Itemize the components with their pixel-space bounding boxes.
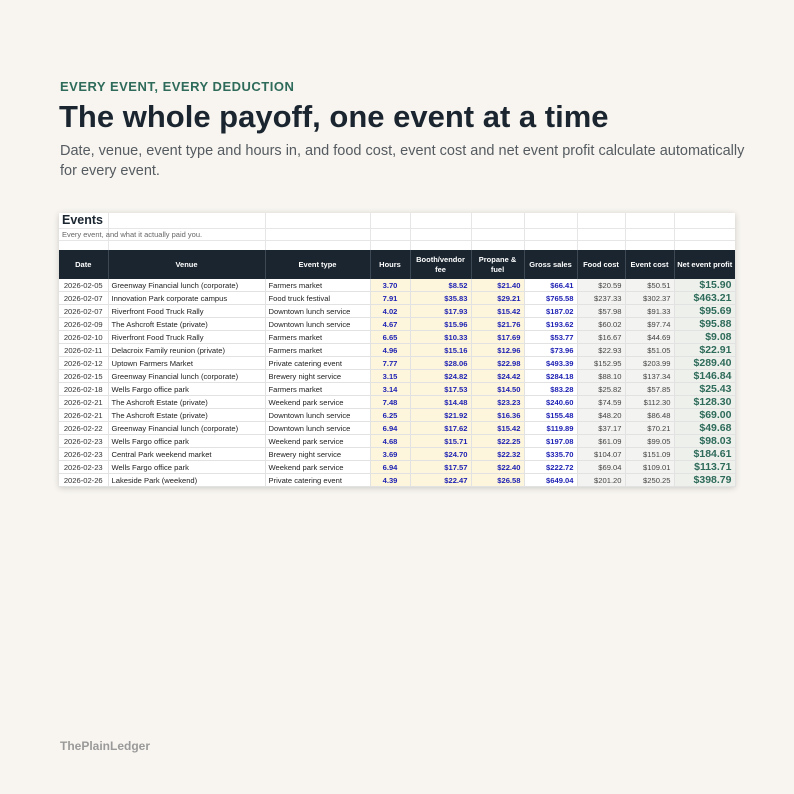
cell-propane-fuel[interactable]: $24.42 [471, 370, 524, 383]
cell-net-profit[interactable]: $9.08 [674, 331, 735, 344]
brand-footer: ThePlainLedger [60, 739, 151, 753]
cell-event-type[interactable]: Downtown lunch service [265, 422, 370, 435]
cell-net-profit[interactable]: $15.90 [674, 279, 735, 292]
cell-event-type[interactable]: Private catering event [265, 474, 370, 487]
cell-food-cost[interactable]: $22.93 [577, 344, 625, 357]
cell-food-cost[interactable]: $74.59 [577, 396, 625, 409]
cell-food-cost[interactable]: $237.33 [577, 292, 625, 305]
cell-date[interactable]: 2026-02-15 [59, 370, 108, 383]
cell-net-profit[interactable]: $113.71 [674, 461, 735, 474]
cell-event-cost[interactable]: $57.85 [625, 383, 674, 396]
cell-booth-fee[interactable]: $24.70 [410, 448, 471, 461]
cell-event-cost[interactable]: $91.33 [625, 305, 674, 318]
cell-gross-sales[interactable]: $765.58 [524, 292, 577, 305]
table-row [59, 474, 735, 487]
table-row [59, 305, 735, 318]
spreadsheet [59, 213, 735, 487]
cell-net-profit[interactable]: $22.91 [674, 344, 735, 357]
cell-gross-sales[interactable]: $284.18 [524, 370, 577, 383]
cell-event-cost[interactable]: $112.30 [625, 396, 674, 409]
cell-booth-fee[interactable]: $28.06 [410, 357, 471, 370]
cell-date[interactable]: 2026-02-11 [59, 344, 108, 357]
cell-event-type[interactable]: Farmers market [265, 383, 370, 396]
cell-event-cost[interactable]: $137.34 [625, 370, 674, 383]
cell-date[interactable]: 2026-02-22 [59, 422, 108, 435]
cell-propane-fuel[interactable]: $26.58 [471, 474, 524, 487]
cell-booth-fee[interactable]: $17.57 [410, 461, 471, 474]
cell-event-type[interactable]: Farmers market [265, 279, 370, 292]
cell-hours[interactable]: 3.70 [370, 279, 410, 292]
cell-net-profit[interactable]: $95.69 [674, 305, 735, 318]
cell-gross-sales[interactable]: $73.96 [524, 344, 577, 357]
cell-propane-fuel[interactable]: $17.69 [471, 331, 524, 344]
cell-hours[interactable]: 7.77 [370, 357, 410, 370]
cell-food-cost[interactable]: $16.67 [577, 331, 625, 344]
cell-net-profit[interactable]: $289.40 [674, 357, 735, 370]
cell-hours[interactable]: 6.65 [370, 331, 410, 344]
cell-net-profit[interactable]: $146.84 [674, 370, 735, 383]
cell-event-type[interactable]: Food truck festival [265, 292, 370, 305]
cell-venue[interactable]: Wells Fargo office park [108, 383, 265, 396]
cell-propane-fuel[interactable]: $22.98 [471, 357, 524, 370]
cell-gross-sales[interactable]: $493.39 [524, 357, 577, 370]
cell-net-profit[interactable]: $25.43 [674, 383, 735, 396]
cell-net-profit[interactable]: $98.03 [674, 435, 735, 448]
table-row [59, 396, 735, 409]
cell-date[interactable]: 2026-02-12 [59, 357, 108, 370]
cell-propane-fuel[interactable]: $29.21 [471, 292, 524, 305]
cell-venue[interactable]: Uptown Farmers Market [108, 357, 265, 370]
cell-propane-fuel[interactable]: $22.32 [471, 448, 524, 461]
cell-venue[interactable]: The Ashcroft Estate (private) [108, 396, 265, 409]
cell-date[interactable]: 2026-02-23 [59, 448, 108, 461]
events-table [59, 250, 736, 487]
cell-event-cost[interactable]: $70.21 [625, 422, 674, 435]
column-header-propane-fuel[interactable]: Propane & fuel [471, 250, 524, 279]
cell-date[interactable]: 2026-02-07 [59, 292, 108, 305]
cell-propane-fuel[interactable]: $22.40 [471, 461, 524, 474]
table-row [59, 357, 735, 370]
cell-hours[interactable]: 4.96 [370, 344, 410, 357]
cell-food-cost[interactable]: $152.95 [577, 357, 625, 370]
cell-event-type[interactable]: Farmers market [265, 331, 370, 344]
table-row [59, 448, 735, 461]
column-header-event-type[interactable]: Event type [265, 250, 370, 279]
cell-booth-fee[interactable]: $8.52 [410, 279, 471, 292]
cell-net-profit[interactable]: $184.61 [674, 448, 735, 461]
cell-food-cost[interactable]: $20.59 [577, 279, 625, 292]
sheet-subtitle: Every event, and what it actually paid you. [62, 230, 203, 239]
table-row [59, 409, 735, 422]
column-header-net-profit[interactable]: Net event profit [674, 250, 735, 279]
cell-event-type[interactable]: Weekend park service [265, 435, 370, 448]
cell-event-type[interactable]: Brewery night service [265, 448, 370, 461]
cell-event-cost[interactable]: $51.05 [625, 344, 674, 357]
eyebrow-label: EVERY EVENT, EVERY DEDUCTION [60, 79, 295, 94]
cell-net-profit[interactable]: $128.30 [674, 396, 735, 409]
table-row [59, 435, 735, 448]
cell-event-type[interactable]: Weekend park service [265, 461, 370, 474]
cell-gross-sales[interactable]: $193.62 [524, 318, 577, 331]
column-header-event-cost[interactable]: Event cost [625, 250, 674, 279]
cell-date[interactable]: 2026-02-09 [59, 318, 108, 331]
cell-hours[interactable]: 7.48 [370, 396, 410, 409]
cell-gross-sales[interactable]: $83.28 [524, 383, 577, 396]
cell-venue[interactable]: Riverfront Food Truck Rally [108, 331, 265, 344]
column-header-gross-sales[interactable]: Gross sales [524, 250, 577, 279]
cell-food-cost[interactable]: $25.82 [577, 383, 625, 396]
cell-date[interactable]: 2026-02-21 [59, 396, 108, 409]
cell-event-type[interactable]: Private catering event [265, 357, 370, 370]
table-row [59, 344, 735, 357]
subheadline: Date, venue, event type and hours in, and food cost, event cost and net event profit calculate automatically for every event. [60, 143, 745, 179]
cell-date[interactable]: 2026-02-23 [59, 435, 108, 448]
cell-date[interactable]: 2026-02-18 [59, 383, 108, 396]
cell-food-cost[interactable]: $37.17 [577, 422, 625, 435]
cell-booth-fee[interactable]: $17.93 [410, 305, 471, 318]
cell-date[interactable]: 2026-02-07 [59, 305, 108, 318]
cell-propane-fuel[interactable]: $21.76 [471, 318, 524, 331]
cell-propane-fuel[interactable]: $23.23 [471, 396, 524, 409]
cell-venue[interactable]: Central Park weekend market [108, 448, 265, 461]
cell-hours[interactable]: 3.69 [370, 448, 410, 461]
cell-booth-fee[interactable]: $17.62 [410, 422, 471, 435]
cell-booth-fee[interactable]: $15.71 [410, 435, 471, 448]
cell-food-cost[interactable]: $57.98 [577, 305, 625, 318]
cell-hours[interactable]: 6.25 [370, 409, 410, 422]
cell-propane-fuel[interactable]: $15.42 [471, 305, 524, 318]
cell-venue[interactable]: Greenway Financial lunch (corporate) [108, 370, 265, 383]
cell-food-cost[interactable]: $69.04 [577, 461, 625, 474]
cell-net-profit[interactable]: $49.68 [674, 422, 735, 435]
cell-booth-fee[interactable]: $24.82 [410, 370, 471, 383]
table-row [59, 422, 735, 435]
cell-event-type[interactable]: Downtown lunch service [265, 305, 370, 318]
cell-hours[interactable]: 4.02 [370, 305, 410, 318]
cell-venue[interactable]: Riverfront Food Truck Rally [108, 305, 265, 318]
cell-gross-sales[interactable]: $335.70 [524, 448, 577, 461]
cell-gross-sales[interactable]: $155.48 [524, 409, 577, 422]
cell-event-type[interactable]: Weekend park service [265, 396, 370, 409]
cell-hours[interactable]: 4.39 [370, 474, 410, 487]
cell-food-cost[interactable]: $60.02 [577, 318, 625, 331]
cell-event-type[interactable]: Brewery night service [265, 370, 370, 383]
cell-gross-sales[interactable]: $119.89 [524, 422, 577, 435]
cell-gross-sales[interactable]: $66.41 [524, 279, 577, 292]
cell-net-profit[interactable]: $95.88 [674, 318, 735, 331]
cell-food-cost[interactable]: $61.09 [577, 435, 625, 448]
cell-venue[interactable]: Innovation Park corporate campus [108, 292, 265, 305]
cell-gross-sales[interactable]: $53.77 [524, 331, 577, 344]
cell-date[interactable]: 2026-02-05 [59, 279, 108, 292]
cell-venue[interactable]: Wells Fargo office park [108, 435, 265, 448]
sheet-spacer-row [59, 241, 735, 250]
table-header-row [59, 250, 735, 279]
cell-date[interactable]: 2026-02-10 [59, 331, 108, 344]
cell-event-cost[interactable]: $302.37 [625, 292, 674, 305]
column-header-hours[interactable]: Hours [370, 250, 410, 279]
cell-venue[interactable]: The Ashcroft Estate (private) [108, 318, 265, 331]
sheet-title-row [59, 213, 735, 229]
cell-date[interactable]: 2026-02-21 [59, 409, 108, 422]
cell-food-cost[interactable]: $201.20 [577, 474, 625, 487]
table-row [59, 370, 735, 383]
cell-hours[interactable]: 4.68 [370, 435, 410, 448]
cell-booth-fee[interactable]: $17.53 [410, 383, 471, 396]
cell-event-type[interactable]: Downtown lunch service [265, 409, 370, 422]
cell-venue[interactable]: Greenway Financial lunch (corporate) [108, 279, 265, 292]
cell-venue[interactable]: The Ashcroft Estate (private) [108, 409, 265, 422]
cell-booth-fee[interactable]: $10.33 [410, 331, 471, 344]
cell-propane-fuel[interactable]: $14.50 [471, 383, 524, 396]
cell-food-cost[interactable]: $48.20 [577, 409, 625, 422]
cell-booth-fee[interactable]: $22.47 [410, 474, 471, 487]
cell-food-cost[interactable]: $88.10 [577, 370, 625, 383]
cell-event-cost[interactable]: $86.48 [625, 409, 674, 422]
cell-event-cost[interactable]: $151.09 [625, 448, 674, 461]
cell-hours[interactable]: 6.94 [370, 422, 410, 435]
cell-event-cost[interactable]: $44.69 [625, 331, 674, 344]
table-row [59, 331, 735, 344]
cell-propane-fuel[interactable]: $12.96 [471, 344, 524, 357]
cell-event-cost[interactable]: $97.74 [625, 318, 674, 331]
cell-hours[interactable]: 6.94 [370, 461, 410, 474]
cell-booth-fee[interactable]: $35.83 [410, 292, 471, 305]
cell-food-cost[interactable]: $104.07 [577, 448, 625, 461]
cell-event-cost[interactable]: $50.51 [625, 279, 674, 292]
cell-gross-sales[interactable]: $187.02 [524, 305, 577, 318]
cell-hours[interactable]: 4.67 [370, 318, 410, 331]
sheet-subtitle-row [59, 229, 735, 241]
cell-event-type[interactable]: Farmers market [265, 344, 370, 357]
cell-gross-sales[interactable]: $649.04 [524, 474, 577, 487]
cell-event-cost[interactable]: $203.99 [625, 357, 674, 370]
cell-net-profit[interactable]: $69.00 [674, 409, 735, 422]
table-row [59, 318, 735, 331]
table-row [59, 292, 735, 305]
cell-propane-fuel[interactable]: $21.40 [471, 279, 524, 292]
cell-event-type[interactable]: Downtown lunch service [265, 318, 370, 331]
cell-hours[interactable]: 3.14 [370, 383, 410, 396]
headline: The whole payoff, one event at a time [59, 99, 609, 134]
cell-venue[interactable]: Lakeside Park (weekend) [108, 474, 265, 487]
cell-date[interactable]: 2026-02-26 [59, 474, 108, 487]
cell-date[interactable]: 2026-02-23 [59, 461, 108, 474]
cell-venue[interactable]: Wells Fargo office park [108, 461, 265, 474]
cell-booth-fee[interactable]: $21.92 [410, 409, 471, 422]
cell-event-cost[interactable]: $250.25 [625, 474, 674, 487]
table-row [59, 383, 735, 396]
sheet-title: Events [62, 213, 103, 227]
table-body [59, 279, 735, 487]
cell-event-cost[interactable]: $99.05 [625, 435, 674, 448]
cell-propane-fuel[interactable]: $16.36 [471, 409, 524, 422]
column-header-venue[interactable]: Venue [108, 250, 265, 279]
cell-net-profit[interactable]: $463.21 [674, 292, 735, 305]
cell-hours[interactable]: 7.91 [370, 292, 410, 305]
cell-booth-fee[interactable]: $15.16 [410, 344, 471, 357]
cell-gross-sales[interactable]: $240.60 [524, 396, 577, 409]
cell-net-profit[interactable]: $398.79 [674, 474, 735, 487]
cell-venue[interactable]: Delacroix Family reunion (private) [108, 344, 265, 357]
column-header-food-cost[interactable]: Food cost [577, 250, 625, 279]
column-header-booth-fee[interactable]: Booth/vendor fee [410, 250, 471, 279]
cell-booth-fee[interactable]: $14.48 [410, 396, 471, 409]
cell-hours[interactable]: 3.15 [370, 370, 410, 383]
column-header-date[interactable]: Date [59, 250, 108, 279]
cell-booth-fee[interactable]: $15.96 [410, 318, 471, 331]
cell-event-cost[interactable]: $109.01 [625, 461, 674, 474]
cell-propane-fuel[interactable]: $15.42 [471, 422, 524, 435]
table-row [59, 461, 735, 474]
cell-gross-sales[interactable]: $222.72 [524, 461, 577, 474]
cell-propane-fuel[interactable]: $22.25 [471, 435, 524, 448]
cell-venue[interactable]: Greenway Financial lunch (corporate) [108, 422, 265, 435]
cell-gross-sales[interactable]: $197.08 [524, 435, 577, 448]
table-row [59, 279, 735, 292]
